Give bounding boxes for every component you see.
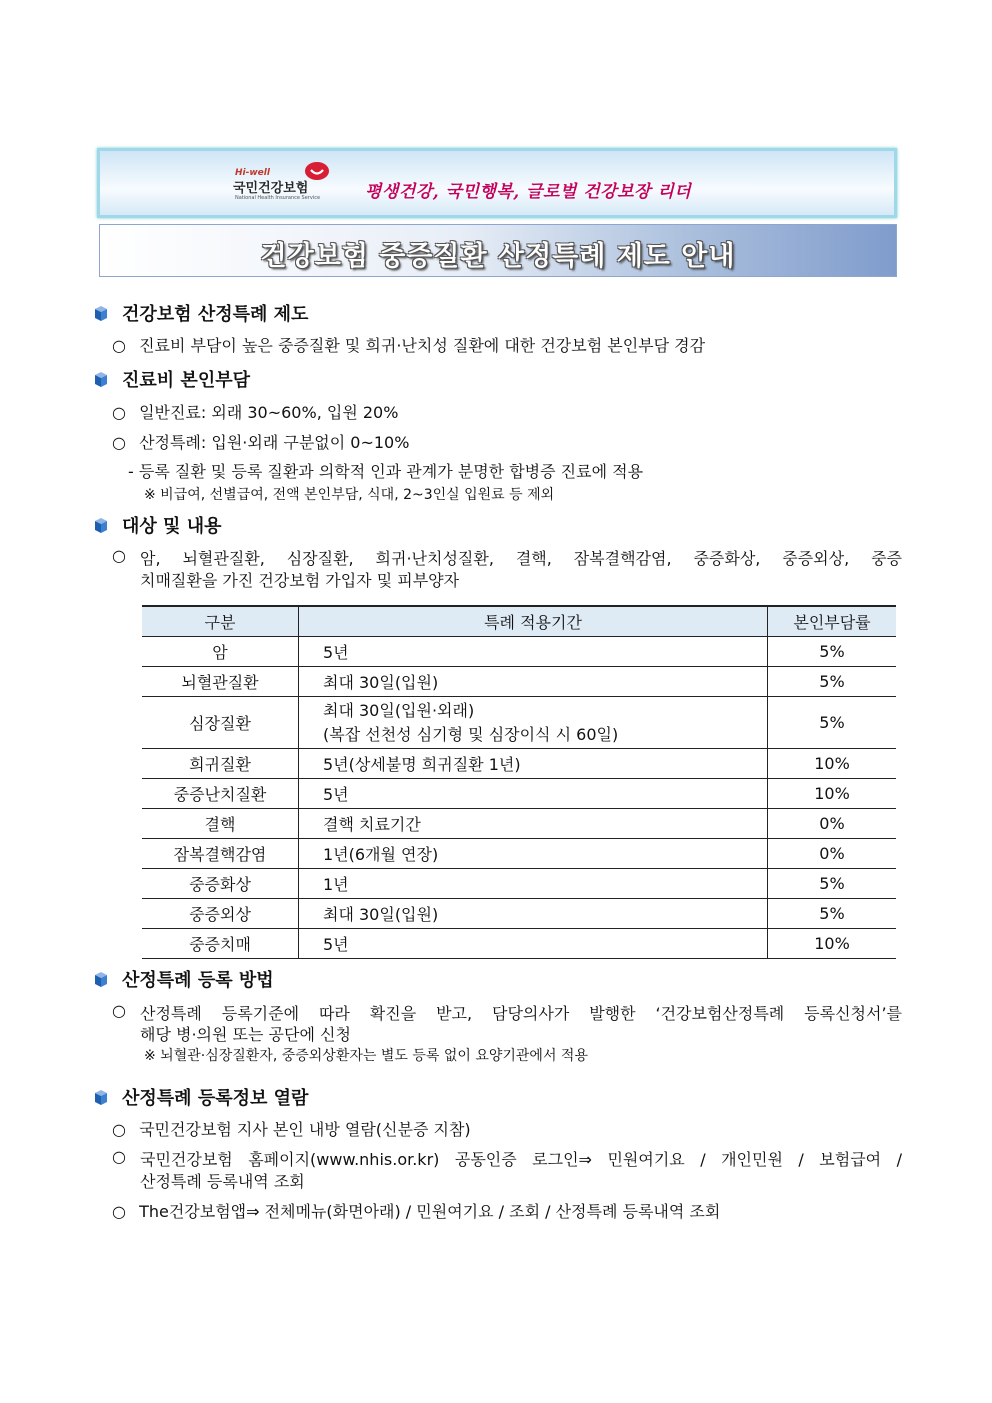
dash-note: - 등록 질환 및 등록 질환과 의학적 인과 관계가 분명한 합병증 진료에 적용 — [128, 462, 644, 481]
section-heading-text: 진료비 본인부담 — [122, 370, 250, 391]
table-row — [142, 809, 896, 839]
list-item-text-cont: 산정특례 등록내역 조회 — [140, 1172, 305, 1191]
logo-org-name: 국민건강보험 — [233, 181, 309, 196]
cell-rate: 5% — [768, 869, 897, 899]
list-item-text: 국민건강보험 홈페이지(www.nhis.or.kr) 공동인증 로그인⇒ 민원여기요 / 개인민원 / 보험급여 / — [140, 1150, 902, 1169]
cell-rate: 5% — [768, 899, 897, 929]
section-heading-text: 산정특례 등록 방법 — [122, 970, 274, 991]
cell-category: 암 — [142, 637, 299, 667]
circle-bullet: ○ — [112, 433, 126, 452]
cell-period: 결핵 치료기간 — [299, 809, 768, 839]
circle-bullet: ○ — [112, 1147, 126, 1166]
circle-bullet: ○ — [112, 336, 126, 355]
logo-org-sub: National Health Insurance Service — [235, 195, 321, 201]
list-item-text: 산정특례 등록기준에 따라 확진을 받고, 담당의사가 발행한 ‘건강보험산정특례 등록신청서’를 — [140, 1004, 902, 1023]
section-heading-text: 산정특례 등록정보 열람 — [122, 1088, 309, 1109]
table-row — [142, 839, 896, 869]
table-header-row — [142, 606, 896, 637]
cell-rate: 10% — [768, 779, 897, 809]
cell-category: 뇌혈관질환 — [142, 667, 299, 697]
circle-bullet: ○ — [112, 1202, 126, 1221]
cell-rate: 5% — [768, 697, 897, 749]
registration-note: ※ 뇌혈관·심장질환자, 중증외상환자는 별도 등록 없이 요양기관에서 적용 — [144, 1048, 588, 1064]
cube-bullet-icon — [92, 516, 110, 534]
cell-category: 중증난치질환 — [142, 779, 299, 809]
table-row — [142, 637, 896, 667]
special-case-table — [142, 605, 896, 959]
cell-period: 5년(상세불명 희귀질환 1년) — [299, 749, 768, 779]
exclusion-note: ※ 비급여, 선별급여, 전액 본인부담, 식대, 2~3인실 입원료 등 제외 — [144, 487, 555, 503]
cell-category: 중증치매 — [142, 929, 299, 959]
table-row — [142, 899, 896, 929]
section-heading-target — [92, 512, 221, 538]
section-heading-system — [92, 300, 308, 326]
cell-category: 결핵 — [142, 809, 299, 839]
list-item-text: 일반진료: 외래 30~60%, 입원 20% — [139, 403, 399, 422]
table-row — [142, 697, 896, 749]
cell-rate: 0% — [768, 839, 897, 869]
cell-period: 5년 — [299, 637, 768, 667]
cell-rate: 0% — [768, 809, 897, 839]
cell-period: 최대 30일(입원) — [299, 667, 768, 697]
circle-bullet: ○ — [112, 546, 126, 565]
table-row — [142, 869, 896, 899]
list-item — [112, 333, 705, 356]
table-row — [142, 779, 896, 809]
cell-category: 심장질환 — [142, 697, 299, 749]
list-item-text: 암, 뇌혈관질환, 심장질환, 희귀·난치성질환, 결핵, 잠복결핵감염, 중증화상, 중증외상, 중증 — [140, 549, 902, 568]
title-bar — [99, 224, 897, 277]
section-heading-text: 대상 및 내용 — [122, 516, 222, 537]
cell-period: 5년 — [299, 929, 768, 959]
section-heading-registration — [92, 966, 274, 992]
col-header-rate: 본인부담률 — [768, 606, 897, 637]
cell-period: 5년 — [299, 779, 768, 809]
col-header-period: 특례 적용기간 — [299, 606, 768, 637]
list-item-text: The건강보험앱⇒ 전체메뉴(화면아래) / 민원여기요 / 조회 / 산정특례 등록내역 조회 — [139, 1202, 721, 1221]
list-item — [112, 430, 409, 453]
section-heading-copay — [92, 366, 250, 392]
cell-category: 중증화상 — [142, 869, 299, 899]
list-item — [112, 546, 902, 568]
col-header-category: 구분 — [142, 606, 299, 637]
section-heading-lookup — [92, 1084, 308, 1110]
circle-bullet: ○ — [112, 403, 126, 422]
list-item-text: 진료비 부담이 높은 중증질환 및 희귀·난치성 질환에 대한 건강보험 본인부담 경감 — [139, 336, 706, 355]
list-item-text-cont: 치매질환을 가진 건강보험 가입자 및 피부양자 — [140, 571, 460, 590]
list-item-text: 국민건강보험 지사 본인 내방 열람(신분증 지참) — [139, 1120, 471, 1139]
cube-bullet-icon — [92, 970, 110, 988]
list-item — [112, 1199, 720, 1222]
slogan: 평생건강, 국민행복, 글로벌 건강보장 리더 — [365, 182, 692, 202]
cell-period: 1년(6개월 연장) — [299, 839, 768, 869]
cell-category: 중증외상 — [142, 899, 299, 929]
cube-bullet-icon — [92, 1088, 110, 1106]
circle-bullet: ○ — [112, 1001, 126, 1020]
table-row — [142, 929, 896, 959]
cell-rate: 10% — [768, 929, 897, 959]
cell-rate: 10% — [768, 749, 897, 779]
section-heading-text: 건강보험 산정특례 제도 — [122, 304, 309, 325]
cell-period: 최대 30일(입원) — [299, 899, 768, 929]
circle-bullet: ○ — [112, 1120, 126, 1139]
logo-brand: Hi-well — [235, 168, 270, 178]
page-title: 건강보험 중증질환 산정특례 제도 안내 — [260, 241, 736, 272]
cell-period — [299, 697, 768, 749]
cell-period: 1년 — [299, 869, 768, 899]
cell-rate: 5% — [768, 637, 897, 667]
list-item — [112, 1147, 902, 1169]
cube-bullet-icon — [92, 304, 110, 322]
list-item-text-cont: 해당 병·의원 또는 공단에 신청 — [140, 1025, 351, 1044]
cube-bullet-icon — [92, 370, 110, 388]
cell-rate: 5% — [768, 667, 897, 697]
table-row — [142, 667, 896, 697]
cell-category: 희귀질환 — [142, 749, 299, 779]
list-item — [112, 1001, 902, 1023]
list-item-text: 산정특례: 입원·외래 구분없이 0~10% — [139, 433, 410, 452]
cell-category: 잠복결핵감염 — [142, 839, 299, 869]
cell-period-line2: (복잡 선천성 심기형 및 심장이식 시 60일) — [323, 724, 619, 744]
list-item — [112, 1117, 471, 1140]
table-row — [142, 749, 896, 779]
cell-period-line1: 최대 30일(입원·외래) — [323, 700, 475, 720]
header-banner — [97, 148, 897, 218]
list-item — [112, 400, 398, 423]
